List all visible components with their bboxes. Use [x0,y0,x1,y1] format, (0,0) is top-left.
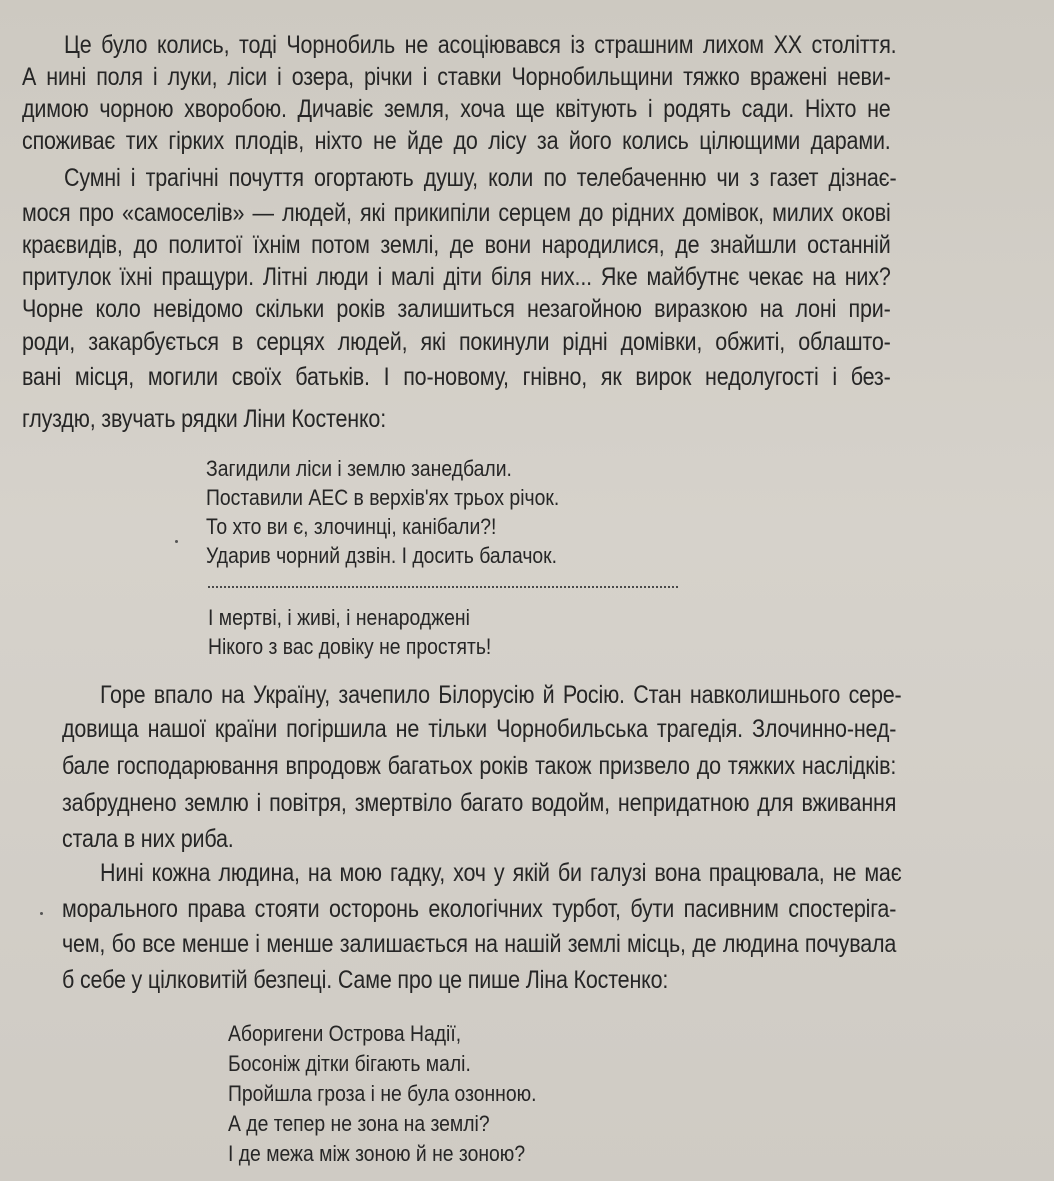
paragraph-3-line-5: стала в них риба. [62,825,234,853]
paragraph-4-line-4: б себе у цілковитій безпеці. Саме про це пише Ліна Костенко: [62,966,669,994]
paragraph-2-line-1: Сумні і трагічні почуття огортають душу, коли по телебаченню чи з газет дізнає- [64,164,897,192]
paragraph-4-line-2: морального права стояти осторонь екологічних турбот, бути пасивним спостеріга- [62,895,897,923]
poem-1-tail-line-1: І мертві, і живі, і ненароджені [208,605,470,630]
paragraph-3-line-3: бале господарювання впродовж багатьох років також призвело до тяжких наслідків: [62,752,897,780]
poem-2-line-3: Пройшла гроза і не була озонною. [228,1081,537,1106]
poem-1-line-4: Ударив чорний дзвін. І досить балачок. [206,543,558,568]
paragraph-2-line-2: мося про «самоселів» — людей, які прикипіли серцем до рідних домівок, милих окові [22,199,891,227]
paragraph-3-line-2: довища нашої країни погіршила не тільки Чорнобильська трагедія. Злочинно-нед- [62,715,897,743]
poem-1-line-3: То хто ви є, злочинці, канібали?! [206,514,497,539]
paragraph-3-line-1: Горе впало на Україну, зачепило Білорусію й Росію. Стан навколишнього сере- [100,681,902,709]
paragraph-1-line-2: А нині поля і луки, ліси і озера, річки і ставки Чорнобильщини тяжко вражені неви- [22,63,891,91]
paragraph-2-line-4: притулок їхні пращури. Літні люди і малі діти біля них... Яке майбутнє чекає на них? [22,263,891,291]
paragraph-1-line-1: Це було колись, тоді Чорнобиль не асоціювався із страшним лихом ХХ століття. [64,31,897,59]
paragraph-2-line-5: Чорне коло невідомо скільки років залишиться незагойною виразкою на лоні при- [22,295,891,323]
paragraph-2-line-6: роди, закарбується в серцях людей, які покинули рідні домівки, обжиті, облашто- [22,328,891,356]
print-speck [175,540,178,543]
paragraph-1-line-4: споживає тих гірких плодів, ніхто не йде до лісу за його колись цілющими дарами. [22,127,891,155]
print-speck [40,912,43,915]
paragraph-1-line-3: димою чорною хворобою. Дичавіє земля, хоча ще квітують і родять сади. Ніхто не [22,95,891,123]
paragraph-2-line-3: краєвидів, до политої їхнім потом землі, де вони народилися, де знайшли останній [22,231,891,259]
paragraph-4-line-3: чем, бо все менше і менше залишається на нашій землі місць, де людина почувала [62,930,897,958]
poem-2-line-4: А де тепер не зона на землі? [228,1111,490,1136]
poem-2-line-1: Аборигени Острова Надії, [228,1021,462,1046]
poem-2-line-2: Босоніж дітки бігають малі. [228,1051,471,1076]
dotted-separator [208,586,678,588]
paragraph-4-line-1: Нині кожна людина, на мою гадку, хоч у якій би галузі вона працювала, не має [100,859,902,887]
poem-1-line-2: Поставили АЕС в верхів'ях трьох річок. [206,485,560,510]
paragraph-2-line-7: вані місця, могили своїх батьків. І по-новому, гнівно, як вирок недолугості і без- [22,363,891,391]
paragraph-3-line-4: забруднено землю і повітря, змертвіло багато водойм, непридатною для вживання [62,789,897,817]
poem-2-line-5: І де межа між зоною й не зоною? [228,1141,526,1166]
poem-1-line-1: Загидили ліси і землю занедбали. [206,456,512,481]
poem-1-tail-line-2: Нікого з вас довіку не простять! [208,634,492,659]
paragraph-2-line-8: глуздю, звучать рядки Ліни Костенко: [22,405,387,433]
